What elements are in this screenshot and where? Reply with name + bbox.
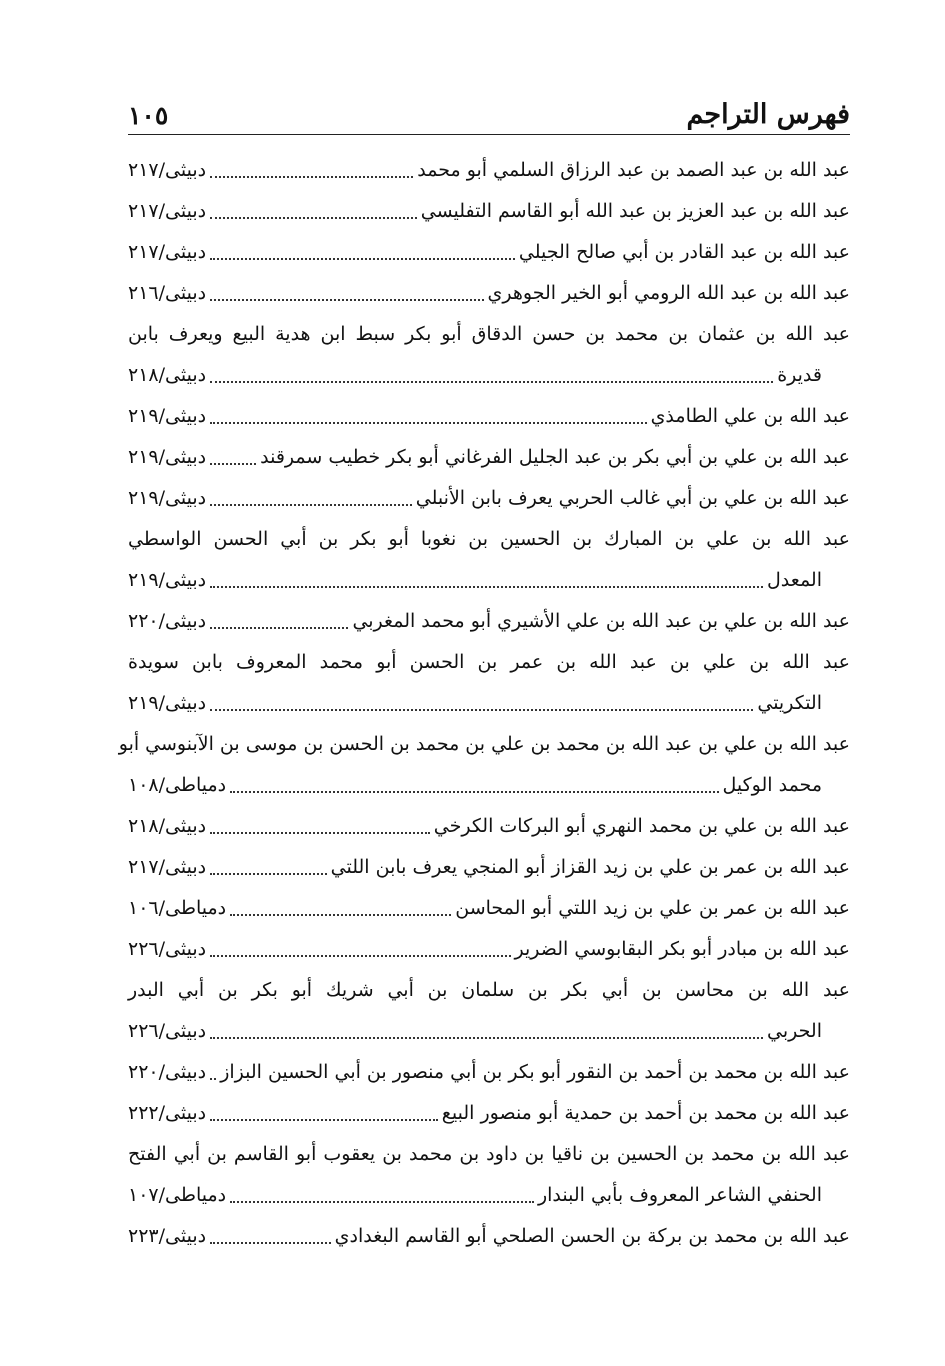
entry-name: عبد الله بن محمد بن بركة بن الحسن الصلحي أبو القاسم البغدادي — [334, 1225, 850, 1247]
index-entry — [128, 478, 850, 519]
source-reference: دبيثى/٢٢٦ — [128, 1020, 207, 1042]
entry-name: المعدل — [767, 569, 822, 591]
source-reference: دبيثى/٢١٩ — [128, 569, 207, 591]
entry-name: عبد الله بن عمر بن علي بن زيد اللتي أبو المحاسن — [455, 897, 850, 919]
entry-name: عبد الله بن عبد الصمد بن عبد الرزاق السلمي أبو محمد — [417, 159, 850, 181]
index-entry — [128, 273, 850, 314]
entry-name: عبد الله بن عبد القادر بن أبي صالح الجيلي — [518, 241, 850, 263]
leader-dots — [230, 913, 451, 916]
entry-name: عبد الله بن محمد بن أحمد بن حمدية أبو منصور البيع — [441, 1102, 850, 1124]
leader-dots — [210, 954, 510, 957]
index-entry-continuation — [128, 1011, 850, 1052]
entry-name: عبد الله بن علي بن محمد النهري أبو البركات الكرخي — [433, 815, 850, 837]
entry-name: التكريتي — [757, 692, 822, 714]
page-header — [128, 86, 850, 130]
source-reference: دمياطى/١٠٧ — [128, 1184, 227, 1206]
index-entry — [128, 929, 850, 970]
index-entry — [128, 1052, 850, 1093]
index-entry — [118, 724, 850, 765]
source-reference: دبيثى/٢٢٦ — [128, 938, 207, 960]
entry-name: عبد الله بن علي الطامذي — [650, 405, 850, 427]
leader-dots — [210, 380, 773, 383]
entry-name: عبد الله بن علي بن أبي غالب الحربي يعرف بابن الأنبلي — [415, 487, 850, 509]
index-entry — [128, 191, 850, 232]
entry-name: عبد الله بن علي بن عبد الله بن علي الأشيري أبو محمد المغربي — [352, 610, 850, 632]
leader-dots — [210, 1241, 331, 1244]
header-rule — [128, 134, 850, 135]
entry-name: قديرة — [777, 364, 822, 386]
leader-dots — [210, 503, 412, 506]
source-reference: دبيثى/٢١٧ — [128, 241, 207, 263]
index-entry — [128, 232, 850, 273]
leader-dots — [210, 216, 417, 219]
leader-dots — [210, 421, 646, 424]
entry-name: عبد الله بن محمد بن الحسين بن ناقيا بن داود بن محمد بن يعقوب أبو القاسم بن أبي الفتح — [128, 1143, 850, 1165]
leader-dots — [210, 585, 763, 588]
index-entry — [128, 888, 850, 929]
index-entry — [128, 519, 850, 560]
source-reference: دبيثى/٢١٨ — [128, 815, 207, 837]
index-entry — [128, 1093, 850, 1134]
entry-name: عبد الله بن علي بن عبد الله بن عمر بن الحسن أبو محمد المعروف بابن سويدة — [128, 651, 850, 673]
leader-dots — [210, 626, 348, 629]
entry-name: عبد الله بن عبد العزيز بن عبد الله أبو القاسم التفليسي — [420, 200, 850, 222]
source-reference: دبيثى/٢١٦ — [128, 282, 207, 304]
index-entry-continuation — [128, 1175, 850, 1216]
entry-name: الحنفي الشاعر المعروف بأبي البندار — [537, 1184, 822, 1206]
index-entry — [128, 847, 850, 888]
source-reference: دبيثى/٢١٧ — [128, 159, 207, 181]
source-reference: دبيثى/٢٢٣ — [128, 1225, 207, 1247]
entry-name: عبد الله بن عبد الله الرومي أبو الخير الجوهري — [487, 282, 850, 304]
leader-dots — [210, 1118, 438, 1121]
source-reference: دبيثى/٢٢٠ — [128, 610, 207, 632]
index-entry-continuation — [128, 683, 850, 724]
entry-name: عبد الله بن علي بن عبد الله بن محمد بن علي بن محمد بن الحسن بن موسى بن الآبنوسي أبو — [118, 733, 850, 755]
index-entry — [128, 970, 850, 1011]
page-title: فهرس التراجم — [686, 99, 850, 130]
index-entry — [128, 601, 850, 642]
source-reference: دبيثى/٢٢٢ — [128, 1102, 207, 1124]
leader-dots — [210, 831, 430, 834]
leader-dots — [210, 298, 483, 301]
index-entry — [128, 806, 850, 847]
leader-dots — [210, 1036, 763, 1039]
leader-dots — [210, 257, 515, 260]
entry-name: عبد الله بن محمد بن أحمد بن النقور أبو بكر بن أبي منصور بن أبي الحسين البزاز — [220, 1061, 850, 1083]
leader-dots — [210, 462, 256, 465]
source-reference: دبيثى/٢١٩ — [128, 446, 207, 468]
biography-index-list — [118, 150, 850, 1257]
index-entry-continuation — [128, 560, 850, 601]
entry-name: عبد الله بن عثمان بن محمد بن حسن الدقاق أبو بكر سبط ابن هدية البيع ويعرف بابن — [128, 323, 850, 345]
page-number: ١٠٥ — [128, 101, 169, 130]
source-reference: دبيثى/٢١٩ — [128, 692, 207, 714]
source-reference: دبيثى/٢١٧ — [128, 200, 207, 222]
index-entry — [128, 314, 850, 355]
leader-dots — [210, 1077, 216, 1080]
leader-dots — [230, 790, 718, 793]
source-reference: دبيثى/٢١٨ — [128, 364, 207, 386]
leader-dots — [210, 872, 327, 875]
index-entry — [128, 396, 850, 437]
index-entry-continuation — [128, 355, 850, 396]
index-entry — [128, 1134, 850, 1175]
index-entry — [128, 642, 850, 683]
entry-name: الحربي — [767, 1020, 822, 1042]
entry-name: عبد الله بن علي بن أبي بكر بن عبد الجليل الفرغاني أبو بكر خطيب سمرقند — [260, 446, 850, 468]
leader-dots — [230, 1200, 534, 1203]
leader-dots — [210, 708, 753, 711]
index-entry-continuation — [128, 765, 850, 806]
entry-name: عبد الله بن مبادر أبو بكر البقابوسي الضرير — [514, 938, 850, 960]
source-reference: دمياطى/١٠٨ — [128, 774, 227, 796]
source-reference: دبيثى/٢١٧ — [128, 856, 207, 878]
index-entry — [128, 150, 850, 191]
index-entry — [128, 1216, 850, 1257]
entry-name: عبد الله بن علي بن المبارك بن الحسين بن نغوبا أبو بكر بن أبي الحسن الواسطي — [128, 528, 850, 550]
source-reference: دبيثى/٢٢٠ — [128, 1061, 207, 1083]
entry-name: عبد الله بن عمر بن علي بن زيد القزاز أبو المنجي يعرف بابن اللتي — [330, 856, 850, 878]
entry-name: عبد الله بن محاسن بن أبي بكر بن سلمان بن أبي شريك أبو بكر بن أبي البدر — [128, 979, 850, 1001]
source-reference: دمياطى/١٠٦ — [128, 897, 227, 919]
leader-dots — [210, 175, 413, 178]
source-reference: دبيثى/٢١٩ — [128, 405, 207, 427]
source-reference: دبيثى/٢١٩ — [128, 487, 207, 509]
index-entry — [128, 437, 850, 478]
entry-name: محمد الوكيل — [722, 774, 822, 796]
